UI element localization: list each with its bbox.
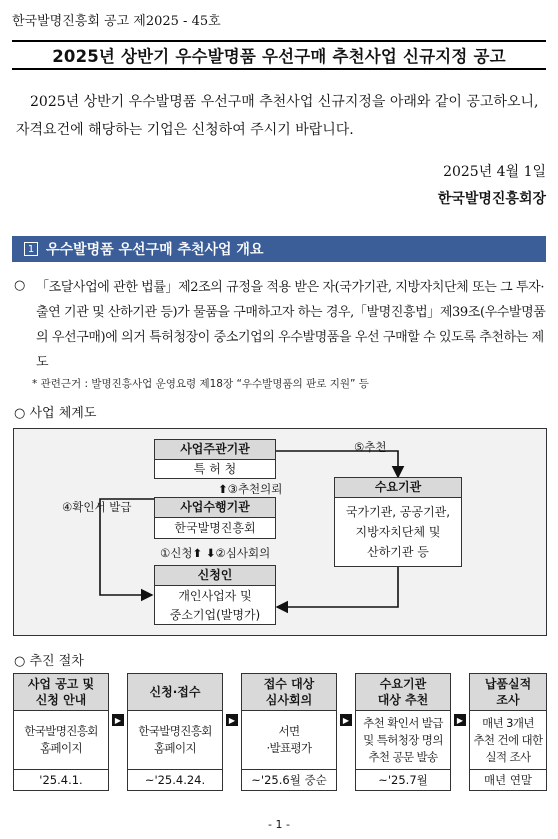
org-exec-title: 사업수행기관 (155, 498, 275, 518)
demand-title: 수요기관 (335, 478, 461, 498)
step-head: 신청·접수 (128, 674, 222, 711)
org-head-body: 특 허 청 (193, 462, 237, 476)
arrow-up-icon: ⬆ (218, 482, 228, 496)
definition-text: 「조달사업에 관한 법률」제2조의 규정을 적용 받은 자(국가기관, 지방자치단체 또는 그 투자·출연 기관 및 산하기관 등)가 물품을 구매하고자 하는 경우,「발명진흥법」제39조(우수발명품의 우선구매)에 의거 특허청장이 중소기업의 우수발명품을 우선 구매할 수 있도록 추천하는 제도 (36, 280, 546, 370)
step-head: 접수 대상 심사회의 (242, 674, 336, 711)
process-heading: ○ 추진 절차 (14, 654, 84, 669)
section-title: 우수발명품 우선구매 추천사업 개요 (46, 242, 264, 258)
reference-note: * 관련근거 : 발명진흥사업 운영요령 제18장 “우수발명품의 판로 지원” 등 (32, 378, 369, 390)
document-title-box (12, 40, 546, 70)
step-body: 매년 3개년 추천 건에 대한 실적 조사 (473, 715, 543, 764)
step-head: 납품실적 조사 (470, 674, 546, 711)
notice-date: 2025년 4월 1일 (443, 164, 546, 180)
step-head: 수요기관 대상 추천 (356, 674, 450, 711)
applicant-body-1: 개인사업자 및 (178, 589, 252, 603)
label-request: ⬆③추천의뢰 (218, 482, 283, 496)
step-body: 서면 ·발표평가 (266, 724, 312, 755)
applicant-box (154, 565, 276, 625)
play-arrow-icon: ▶ (340, 714, 352, 726)
demand-box (334, 477, 462, 567)
org-exec-body: 한국발명진흥회 (174, 521, 256, 535)
step-body: 추천 확인서 발급 및 특허청장 명의 추천 공문 발송 (363, 715, 443, 764)
play-arrow-icon: ▶ (112, 714, 124, 726)
document-title: 2025년 상반기 우수발명품 우선구매 추천사업 신규지정 공고 (52, 47, 506, 66)
org-head-title: 사업주관기관 (155, 440, 275, 460)
notice-number: 한국발명진흥회 공고 제2025 - 45호 (12, 14, 221, 29)
step-body: 한국발명진흥회 홈페이지 (24, 724, 98, 755)
applicant-body-2: 중소기업(발명가) (169, 608, 261, 622)
label-recommend: ⑤추천 (354, 440, 387, 454)
process-step (241, 673, 337, 791)
process-step (355, 673, 451, 791)
demand-body-3: 산하기관 등 (367, 545, 429, 559)
step-date: ~'25.7월 (356, 769, 450, 790)
org-exec-box (154, 497, 276, 539)
diagram-connectors (14, 429, 548, 637)
org-head-box (154, 439, 276, 479)
arrow-up-icon: ⬆ (192, 546, 203, 560)
play-arrow-icon: ▶ (226, 714, 238, 726)
section-number: 1 (24, 242, 38, 256)
step-date: '25.4.1. (14, 769, 108, 790)
system-diagram (13, 428, 547, 636)
arrow-down-icon: ⬇ (205, 546, 216, 560)
step-date: ~'25.6월 중순 (242, 769, 336, 790)
label-confirm: ④확인서 발급 (62, 500, 132, 514)
process-step (127, 673, 223, 791)
step-head: 사업 공고 및 신청 안내 (14, 674, 108, 711)
step-date: ~'25.4.24. (128, 769, 222, 790)
issuer: 한국발명진흥회장 (437, 191, 546, 207)
definition-bullet: ○ (14, 278, 26, 293)
page-number: - 1 - (268, 818, 290, 831)
system-heading: ○ 사업 체계도 (14, 406, 97, 421)
demand-body-2: 지방자치단체 및 (355, 525, 441, 539)
process-step (13, 673, 109, 791)
intro-paragraph: 2025년 상반기 우수발명품 우선구매 추천사업 신규지정을 아래와 같이 공고하오니, 자격요건에 해당하는 기업은 신청하여 주시기 바랍니다. (16, 94, 539, 138)
step-date: 매년 연말 (470, 769, 546, 790)
process-step (469, 673, 547, 791)
label-apply-review: ①신청⬆ ⬇②심사회의 (160, 546, 271, 560)
applicant-title: 신청인 (155, 566, 275, 586)
play-arrow-icon: ▶ (454, 714, 466, 726)
section-header (12, 236, 546, 262)
step-body: 한국발명진흥회 홈페이지 (138, 724, 212, 755)
demand-body-1: 국가기관, 공공기관, (345, 505, 451, 519)
